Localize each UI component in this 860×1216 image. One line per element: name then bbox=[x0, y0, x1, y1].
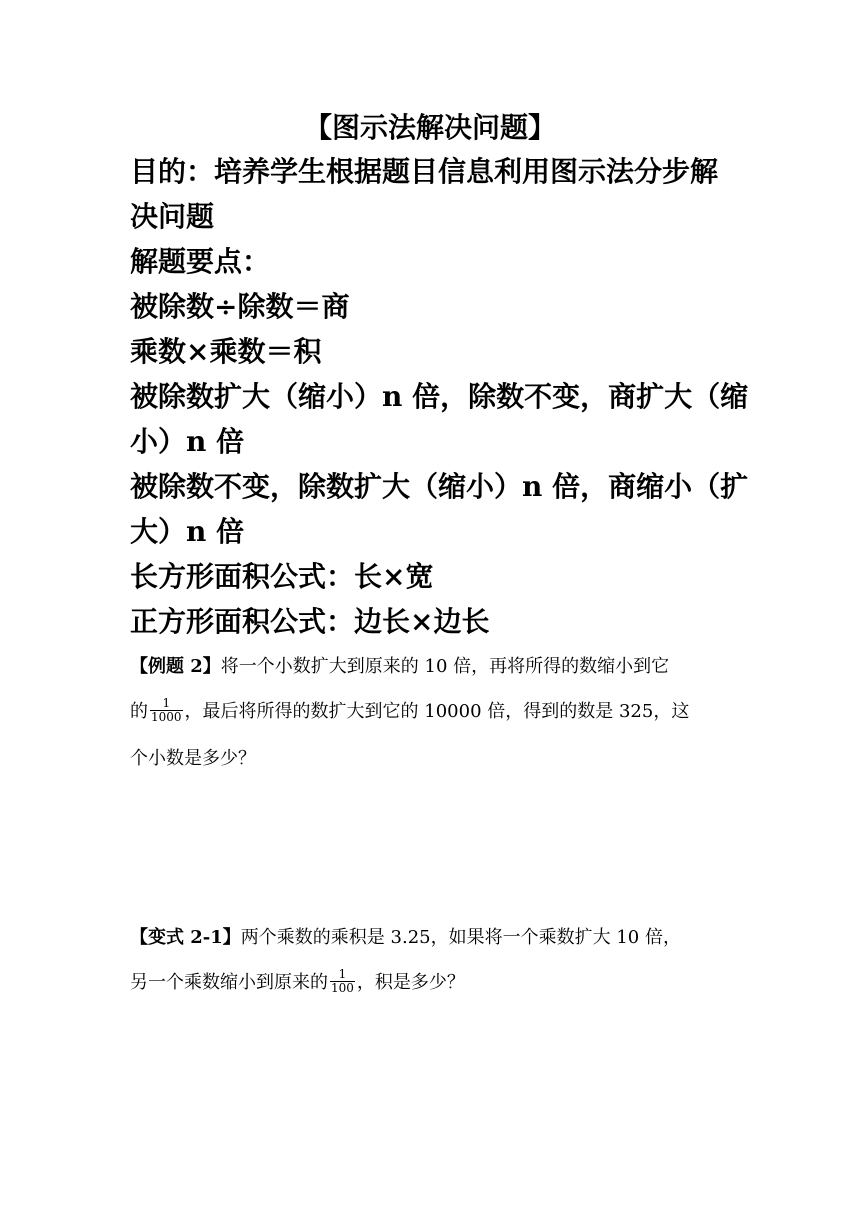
fraction-numerator: 1 bbox=[150, 697, 183, 711]
fraction-denominator: 1000 bbox=[151, 709, 182, 724]
variant-2-1-text-2-post: ，积是多少？ bbox=[356, 972, 465, 993]
variant-2-1-label: 【变式 2-1】 bbox=[130, 927, 241, 948]
example-2-text-2-post: ，最后将所得的数扩大到它的 10000 倍，得到的数是 325，这 bbox=[184, 701, 690, 722]
example-2-label: 【例题 2】 bbox=[130, 656, 221, 677]
rule-divisor-change-line-2: 大）n 倍 bbox=[130, 515, 245, 548]
fraction-one-hundredth bbox=[330, 968, 355, 995]
page-title: 【图示法解决问题】 bbox=[303, 111, 556, 144]
variant-2-1-line-1 bbox=[130, 923, 740, 953]
example-2-line-1 bbox=[130, 652, 740, 682]
rule-division: 被除数÷除数＝商 bbox=[130, 290, 350, 323]
purpose-line-1: 目的：培养学生根据题目信息利用图示法分步解 bbox=[130, 155, 719, 188]
rule-multiplication: 乘数×乘数＝积 bbox=[130, 335, 322, 368]
variant-2-1-line-2 bbox=[130, 968, 740, 998]
variant-2-1-text-2-pre: 另一个乘数缩小到原来的 bbox=[130, 972, 328, 993]
example-2-line-3: 个小数是多少？ bbox=[130, 748, 256, 769]
example-2-text-2-pre: 的 bbox=[130, 701, 148, 722]
variant-2-1-text-1: 两个乘数的乘积是 3.25，如果将一个乘数扩大 10 倍， bbox=[240, 927, 681, 948]
rule-rectangle-area: 长方形面积公式：长×宽 bbox=[130, 560, 434, 593]
purpose-line-2: 决问题 bbox=[130, 200, 215, 233]
fraction-one-thousandth bbox=[150, 697, 183, 724]
fraction-numerator: 1 bbox=[330, 968, 355, 982]
fraction-denominator: 100 bbox=[331, 980, 354, 995]
rule-divisor-change-line-1: 被除数不变，除数扩大（缩小）n 倍，商缩小（扩 bbox=[130, 470, 749, 503]
rule-dividend-change-line-2: 小）n 倍 bbox=[130, 425, 245, 458]
rule-dividend-change-line-1: 被除数扩大（缩小）n 倍，除数不变，商扩大（缩 bbox=[130, 380, 749, 413]
example-2-text-1: 将一个小数扩大到原来的 10 倍，再将所得的数缩小到它 bbox=[220, 656, 670, 677]
example-2-line-2 bbox=[130, 697, 740, 727]
rule-square-area: 正方形面积公式：边长×边长 bbox=[130, 605, 490, 638]
key-points-heading: 解题要点： bbox=[130, 245, 271, 278]
